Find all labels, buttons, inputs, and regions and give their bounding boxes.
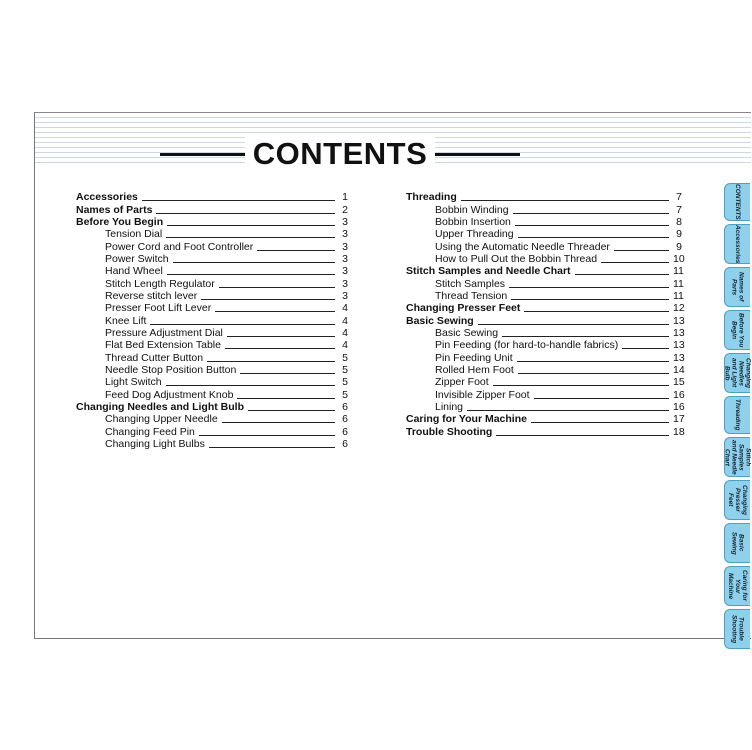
toc-leader-line <box>517 361 669 362</box>
toc-entry <box>406 216 682 228</box>
toc-leader-line <box>531 422 669 423</box>
toc-entry-label: Threading <box>406 191 457 204</box>
toc-leader-line <box>513 213 669 214</box>
toc-entry <box>406 302 685 315</box>
toc-entry-page: 11 <box>673 265 684 278</box>
toc-leader-line <box>502 336 669 337</box>
toc-entry-page: 3 <box>342 228 348 241</box>
toc-left-column <box>76 191 348 450</box>
toc-entry-label: Tension Dial <box>105 228 163 241</box>
toc-entry <box>76 351 348 363</box>
title-rule-left <box>160 153 245 156</box>
toc-entry-label: Changing Feed Pin <box>105 425 195 438</box>
toc-entry <box>76 438 348 450</box>
toc-entry-label: Upper Threading <box>435 228 514 241</box>
toc-entry-page: 3 <box>342 252 348 265</box>
toc-entry-label: Bobbin Insertion <box>435 215 511 228</box>
section-tab-label: Names of Parts <box>730 272 745 302</box>
toc-entry-label: Stitch Length Regulator <box>105 277 215 290</box>
toc-entry-page: 5 <box>342 351 348 364</box>
toc-entry-page: 14 <box>673 363 685 376</box>
toc-leader-line <box>167 274 335 275</box>
toc-entry-page: 4 <box>342 326 348 339</box>
section-tab[interactable] <box>724 224 750 264</box>
toc-entry-page: 5 <box>342 388 348 401</box>
toc-entry-label: Power Switch <box>105 252 169 265</box>
toc-entry-label: Thread Cutter Button <box>105 351 204 364</box>
toc-entry-label: Hand Wheel <box>105 265 163 278</box>
section-tab[interactable] <box>724 396 750 434</box>
toc-entry-page: 3 <box>342 265 348 278</box>
toc-leader-line <box>237 398 335 399</box>
toc-entry-label: Reverse stitch lever <box>105 289 198 302</box>
toc-leader-line <box>222 422 335 423</box>
toc-entry-page: 1 <box>342 191 348 204</box>
toc-entry <box>406 314 685 327</box>
title-rule-right <box>435 153 520 156</box>
toc-entry <box>76 253 348 265</box>
toc-entry-label: Zipper Foot <box>435 376 489 389</box>
toc-leader-line <box>257 250 335 251</box>
toc-leader-line <box>199 435 335 436</box>
toc-leader-line <box>150 324 335 325</box>
toc-leader-line <box>534 398 669 399</box>
toc-entry-page: 2 <box>342 203 348 216</box>
toc-leader-line <box>166 385 335 386</box>
toc-entry <box>406 290 682 302</box>
toc-entry-label: Caring for Your Machine <box>406 413 527 426</box>
toc-entry-page: 6 <box>342 437 348 450</box>
toc-entry-page: 15 <box>673 376 685 389</box>
toc-entry-label: Names of Parts <box>76 203 153 216</box>
toc-entry-label: Stitch Samples <box>435 277 506 290</box>
section-tab-label: Changing Needles and Light Bulb <box>723 358 752 388</box>
toc-entry-label: Knee Lift <box>105 314 147 327</box>
toc-entry-page: 13 <box>673 326 685 339</box>
toc-entry <box>406 228 682 240</box>
toc-entry <box>406 191 682 203</box>
toc-entry <box>406 326 685 339</box>
toc-entry <box>76 228 348 240</box>
toc-leader-line <box>227 336 335 337</box>
section-tab-label: Threading <box>734 399 741 431</box>
toc-leader-line <box>225 348 335 349</box>
section-tab[interactable] <box>724 437 750 477</box>
toc-entry <box>406 413 685 426</box>
toc-entry-page: 10 <box>673 252 685 265</box>
toc-leader-line <box>207 361 335 362</box>
toc-leader-line <box>240 373 335 374</box>
toc-entry <box>76 302 348 314</box>
toc-entry <box>406 203 682 215</box>
section-tab-label: Caring for Your Machine <box>727 570 748 602</box>
toc-leader-line <box>215 311 335 312</box>
toc-right-column <box>406 191 685 438</box>
toc-entry-label: Trouble Shooting <box>406 425 493 438</box>
toc-entry-page: 16 <box>673 400 685 413</box>
toc-entry <box>406 339 685 352</box>
toc-entry-page: 12 <box>673 302 685 315</box>
toc-entry-label: Changing Upper Needle <box>105 413 218 426</box>
toc-entry-label: Presser Foot Lift Lever <box>105 302 212 315</box>
toc-entry-page: 5 <box>342 376 348 389</box>
toc-leader-line <box>493 385 669 386</box>
toc-entry-label: Lining <box>435 400 464 413</box>
toc-entry-page: 7 <box>676 203 682 216</box>
toc-entry-label: Invisible Zipper Foot <box>435 388 530 401</box>
toc-entry-label: Rolled Hem Foot <box>435 363 514 376</box>
toc-leader-line <box>461 200 669 201</box>
toc-entry-label: Needle Stop Position Button <box>105 363 237 376</box>
toc-leader-line <box>511 299 669 300</box>
toc-leader-line <box>201 299 335 300</box>
toc-entry <box>76 413 348 425</box>
toc-leader-line <box>518 373 669 374</box>
section-tab[interactable] <box>724 480 750 520</box>
toc-entry <box>406 265 682 277</box>
toc-entry <box>406 376 685 389</box>
toc-entry-page: 13 <box>673 339 685 352</box>
section-tab[interactable] <box>724 310 750 350</box>
section-tab[interactable] <box>724 353 750 393</box>
toc-leader-line <box>209 447 335 448</box>
toc-entry-page: 3 <box>342 215 348 228</box>
toc-entry <box>76 240 348 252</box>
toc-entry <box>406 252 685 265</box>
toc-entry-page: 13 <box>673 351 685 364</box>
toc-entry <box>76 203 348 215</box>
toc-entry-page: 4 <box>342 339 348 352</box>
toc-leader-line <box>467 410 669 411</box>
toc-entry-page: 3 <box>342 289 348 302</box>
toc-entry-page: 16 <box>673 388 685 401</box>
section-tab[interactable] <box>724 566 750 606</box>
toc-entry-page: 13 <box>673 314 685 327</box>
toc-entry <box>406 400 685 413</box>
toc-leader-line <box>156 213 335 214</box>
toc-entry <box>76 191 348 203</box>
section-tab-label: CONTENTS <box>734 184 741 220</box>
toc-entry-label: Changing Needles and Light Bulb <box>76 400 244 413</box>
section-tab[interactable] <box>724 267 750 307</box>
section-tab-label: Stitch Samples and Needle Chart <box>723 439 752 475</box>
toc-entry-page: 7 <box>676 191 682 204</box>
toc-entry <box>76 339 348 351</box>
toc-entry-label: Feed Dog Adjustment Knob <box>105 388 234 401</box>
toc-entry-label: Basic Sewing <box>435 326 499 339</box>
toc-entry <box>406 240 682 252</box>
toc-entry-page: 5 <box>342 363 348 376</box>
toc-entry-page: 11 <box>673 289 684 302</box>
toc-leader-line <box>478 324 669 325</box>
toc-entry <box>76 401 348 413</box>
toc-entry-page: 8 <box>676 215 682 228</box>
toc-leader-line <box>614 250 669 251</box>
toc-entry <box>76 216 348 228</box>
toc-entry-page: 4 <box>342 302 348 315</box>
toc-entry <box>76 314 348 326</box>
page-title: CONTENTS <box>245 136 436 172</box>
toc-leader-line <box>173 262 335 263</box>
section-tab[interactable] <box>724 523 750 563</box>
toc-entry <box>76 376 348 388</box>
toc-leader-line <box>575 274 669 275</box>
toc-leader-line <box>167 225 335 226</box>
toc-entry-label: Accessories <box>76 191 138 204</box>
toc-leader-line <box>166 237 335 238</box>
section-tab[interactable] <box>724 609 750 649</box>
section-tab-label: Accessories <box>734 224 741 264</box>
toc-entry-label: Pressure Adjustment Dial <box>105 326 223 339</box>
section-tab-label: Changing Presser Feet <box>727 485 748 515</box>
toc-leader-line <box>496 435 669 436</box>
toc-entry-label: Changing Presser Feet <box>406 302 521 315</box>
toc-entry-label: How to Pull Out the Bobbin Thread <box>435 252 598 265</box>
toc-entry-label: Bobbin Winding <box>435 203 509 216</box>
toc-leader-line <box>601 262 669 263</box>
toc-entry-label: Power Cord and Foot Controller <box>105 240 254 253</box>
toc-leader-line <box>248 410 335 411</box>
toc-entry <box>406 351 685 364</box>
toc-entry <box>76 388 348 400</box>
toc-leader-line <box>524 311 669 312</box>
section-tab-label: Trouble Shooting <box>730 614 745 644</box>
toc-entry-page: 6 <box>342 413 348 426</box>
toc-entry-label: Before You Begin <box>76 215 164 228</box>
toc-entry <box>406 388 685 401</box>
toc-entry-label: Using the Automatic Needle Threader <box>435 240 610 253</box>
toc-entry-label: Basic Sewing <box>406 314 474 327</box>
toc-entry-label: Pin Feeding (for hard-to-handle fabrics) <box>435 339 619 352</box>
toc-entry-page: 11 <box>673 277 684 290</box>
toc-entry-label: Pin Feeding Unit <box>435 351 513 364</box>
toc-entry-page: 3 <box>342 240 348 253</box>
toc-entry-label: Flat Bed Extension Table <box>105 339 221 352</box>
toc-entry-page: 6 <box>342 400 348 413</box>
toc-entry-page: 17 <box>673 413 685 426</box>
toc-entry-page: 4 <box>342 314 348 327</box>
toc-entry-label: Stitch Samples and Needle Chart <box>406 265 571 278</box>
toc-entry <box>76 364 348 376</box>
toc-leader-line <box>509 287 669 288</box>
toc-leader-line <box>518 237 669 238</box>
toc-entry-page: 18 <box>673 425 685 438</box>
toc-entry-page: 6 <box>342 425 348 438</box>
toc-entry-page: 3 <box>342 277 348 290</box>
section-tab[interactable] <box>724 183 750 221</box>
toc-leader-line <box>622 348 669 349</box>
toc-leader-line <box>219 287 335 288</box>
toc-entry-label: Thread Tension <box>435 289 508 302</box>
toc-entry <box>406 277 682 289</box>
toc-entry-label: Light Switch <box>105 376 162 389</box>
toc-entry <box>76 290 348 302</box>
toc-leader-line <box>515 225 669 226</box>
toc-entry-label: Changing Light Bulbs <box>105 437 205 450</box>
toc-entry-page: 9 <box>676 228 682 241</box>
toc-entry <box>76 265 348 277</box>
title-row <box>160 134 520 174</box>
toc-entry <box>76 327 348 339</box>
toc-leader-line <box>142 200 335 201</box>
toc-entry <box>76 425 348 437</box>
toc-entry <box>406 425 685 438</box>
section-tab-label: Basic Sewing <box>730 531 745 555</box>
toc-entry <box>406 363 685 376</box>
toc-entry <box>76 277 348 289</box>
section-tab-label: Before You Begin <box>730 312 745 348</box>
toc-entry-page: 9 <box>676 240 682 253</box>
